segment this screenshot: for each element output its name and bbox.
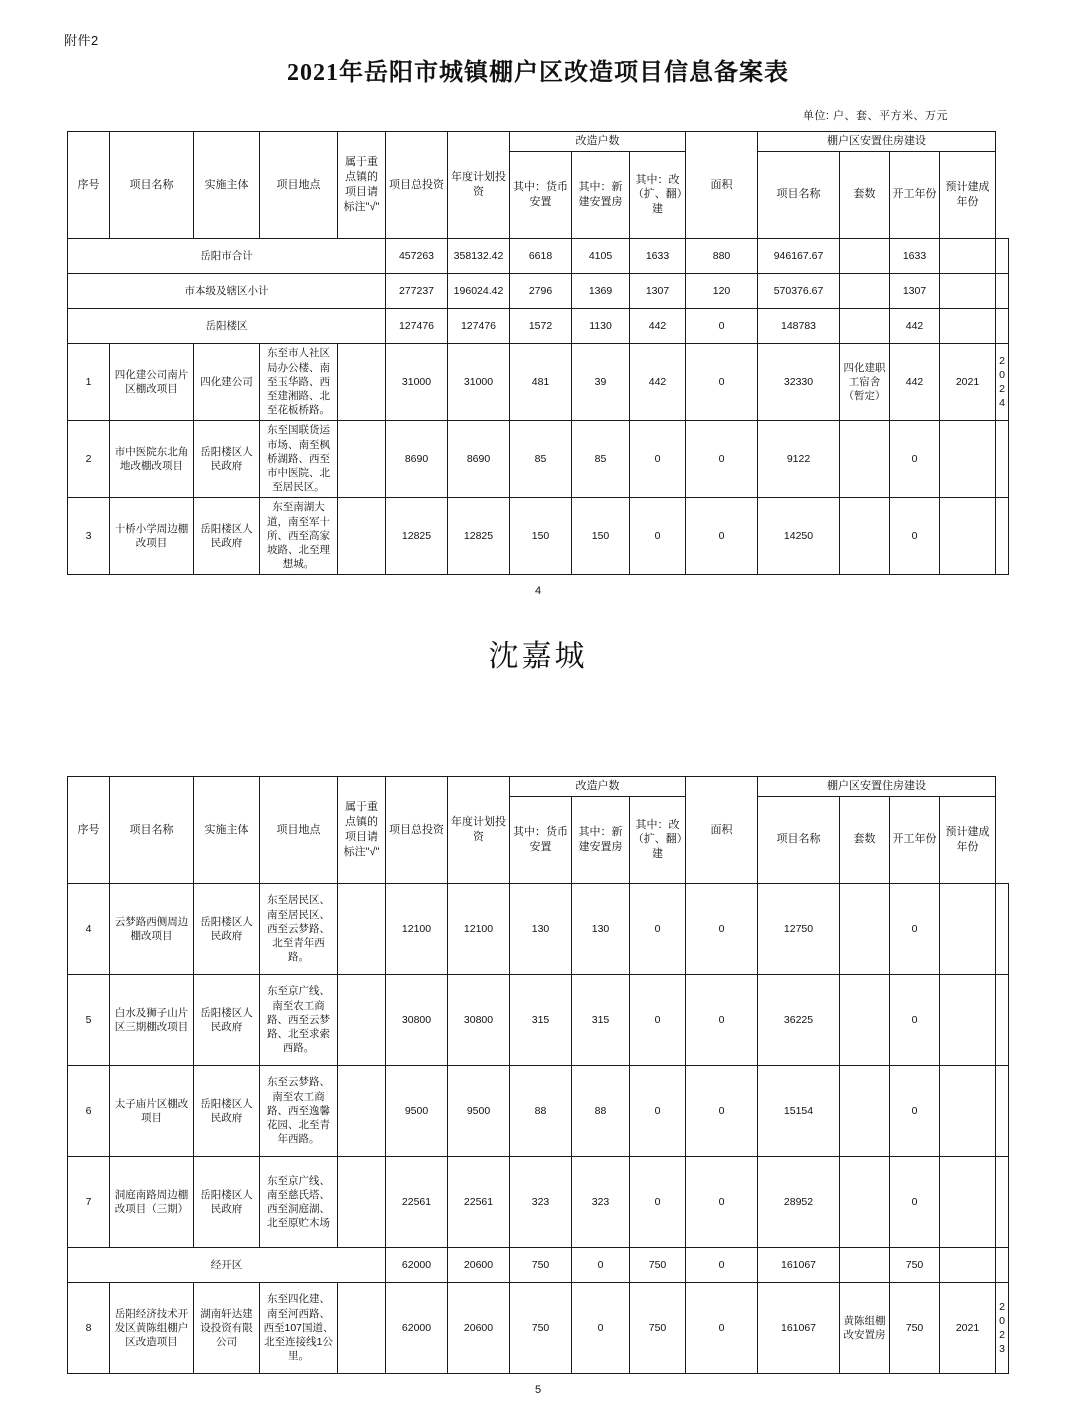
cell-location: 东至云梦路、南至农工商路、西至逸馨花园、北至青年西路。 bbox=[260, 1065, 338, 1156]
cell-area: 15154 bbox=[758, 1065, 840, 1156]
th-project-name: 项目名称 bbox=[110, 132, 194, 239]
cell-area: 36225 bbox=[758, 974, 840, 1065]
renovation-table-page2 bbox=[67, 776, 1009, 1374]
cell-project-name: 云梦路西侧周边棚改项目 bbox=[110, 883, 194, 974]
th-res-units: 套数 bbox=[840, 151, 890, 238]
cell-new-resettle: 0 bbox=[630, 1065, 686, 1156]
cell-res-units: 0 bbox=[890, 497, 940, 574]
th-location: 项目地点 bbox=[260, 777, 338, 884]
cell-res-units: 0 bbox=[890, 974, 940, 1065]
cell-renovate: 150 bbox=[510, 497, 572, 574]
cell-expand-rebuild: 0 bbox=[686, 1282, 758, 1373]
th-res-project-name: 项目名称 bbox=[758, 151, 840, 238]
cell-expected-year bbox=[996, 1065, 1009, 1156]
cell-start-year bbox=[940, 308, 996, 343]
cell-location: 东至京广线、南至慈氏塔、西至洞庭湖、北至原贮木场 bbox=[260, 1156, 338, 1247]
cell-total-investment: 9500 bbox=[386, 1065, 448, 1156]
cell-expand-rebuild: 0 bbox=[686, 497, 758, 574]
cell-implementer: 岳阳楼区人民政府 bbox=[194, 1065, 260, 1156]
th-start-year: 开工年份 bbox=[890, 796, 940, 883]
cell-renovate: 1572 bbox=[510, 308, 572, 343]
cell-monetary: 85 bbox=[572, 420, 630, 497]
cell-monetary: 1369 bbox=[572, 273, 630, 308]
table-row bbox=[68, 343, 1009, 420]
cell-location: 东至京广线、南至农工商路、西至云梦路、北至求索西路。 bbox=[260, 974, 338, 1065]
cell-area: 946167.67 bbox=[758, 238, 840, 273]
cell-key-town bbox=[338, 420, 386, 497]
cell-res-project-name bbox=[840, 273, 890, 308]
cell-location: 东至国联货运市场、南至枫桥湖路、西至市中医院、北至居民区。 bbox=[260, 420, 338, 497]
cell-new-resettle: 750 bbox=[630, 1247, 686, 1282]
cell-implementer: 岳阳楼区人民政府 bbox=[194, 883, 260, 974]
cell-monetary: 0 bbox=[572, 1282, 630, 1373]
page-number: 5 bbox=[534, 1383, 542, 1396]
cell-total-investment: 12825 bbox=[386, 497, 448, 574]
th-resettlement-group: 棚户区安置住房建设 bbox=[758, 132, 996, 152]
cell-expand-rebuild: 0 bbox=[686, 1065, 758, 1156]
th-total-investment: 项目总投资 bbox=[386, 777, 448, 884]
cell-seq: 2 bbox=[68, 420, 110, 497]
cell-monetary: 323 bbox=[572, 1156, 630, 1247]
cell-implementer: 湖南轩达建设投资有限公司 bbox=[194, 1282, 260, 1373]
cell-res-units: 0 bbox=[890, 1065, 940, 1156]
cell-area: 148783 bbox=[758, 308, 840, 343]
cell-res-units: 1633 bbox=[890, 238, 940, 273]
cell-expected-year bbox=[996, 1247, 1009, 1282]
cell-seq: 5 bbox=[68, 974, 110, 1065]
cell-area: 32330 bbox=[758, 343, 840, 420]
table-row bbox=[68, 273, 1009, 308]
cell-start-year bbox=[940, 497, 996, 574]
th-key-town: 属于重点镇的项目请标注"√" bbox=[338, 777, 386, 884]
cell-expand-rebuild: 120 bbox=[686, 273, 758, 308]
cell-expand-rebuild: 0 bbox=[686, 308, 758, 343]
cell-new-resettle: 750 bbox=[630, 1282, 686, 1373]
cell-project-name: 白水及狮子山片区三期棚改项目 bbox=[110, 974, 194, 1065]
summary-label: 市本级及辖区小计 bbox=[68, 273, 386, 308]
cell-total-investment: 31000 bbox=[386, 343, 448, 420]
cell-annual-plan: 20600 bbox=[448, 1247, 510, 1282]
cell-annual-plan: 30800 bbox=[448, 974, 510, 1065]
cell-renovate: 315 bbox=[510, 974, 572, 1065]
cell-seq: 6 bbox=[68, 1065, 110, 1156]
cell-res-project-name bbox=[840, 420, 890, 497]
cell-res-project-name: 四化建职工宿舍（暂定） bbox=[840, 343, 890, 420]
table-row bbox=[68, 420, 1009, 497]
cell-annual-plan: 9500 bbox=[448, 1065, 510, 1156]
cell-monetary: 130 bbox=[572, 883, 630, 974]
cell-seq: 8 bbox=[68, 1282, 110, 1373]
cell-monetary: 315 bbox=[572, 974, 630, 1065]
cell-monetary: 150 bbox=[572, 497, 630, 574]
cell-new-resettle: 442 bbox=[630, 308, 686, 343]
cell-expand-rebuild: 880 bbox=[686, 238, 758, 273]
cell-start-year bbox=[940, 1247, 996, 1282]
cell-key-town bbox=[338, 1282, 386, 1373]
th-total-investment: 项目总投资 bbox=[386, 132, 448, 239]
cell-monetary: 88 bbox=[572, 1065, 630, 1156]
table-row bbox=[68, 1282, 1009, 1373]
page-title: 2021年岳阳市城镇棚户区改造项目信息备案表 bbox=[287, 60, 789, 86]
table-row bbox=[68, 1247, 1009, 1282]
cell-start-year bbox=[940, 1156, 996, 1247]
cell-location: 东至南湖大道，南至军十所、西至高家坡路、北至理想城。 bbox=[260, 497, 338, 574]
cell-res-project-name bbox=[840, 1156, 890, 1247]
cell-total-investment: 8690 bbox=[386, 420, 448, 497]
cell-expected-year: 2023 bbox=[996, 1282, 1009, 1373]
cell-area: 9122 bbox=[758, 420, 840, 497]
cell-res-units: 442 bbox=[890, 343, 940, 420]
cell-project-name: 太子庙片区棚改项目 bbox=[110, 1065, 194, 1156]
cell-expected-year bbox=[996, 420, 1009, 497]
cell-expected-year bbox=[996, 308, 1009, 343]
cell-annual-plan: 8690 bbox=[448, 420, 510, 497]
cell-key-town bbox=[338, 1065, 386, 1156]
table-row bbox=[68, 238, 1009, 273]
th-monetary: 其中：货币安置 bbox=[510, 796, 572, 883]
th-key-town: 属于重点镇的项目请标注"√" bbox=[338, 132, 386, 239]
cell-seq: 1 bbox=[68, 343, 110, 420]
cell-expand-rebuild: 0 bbox=[686, 1156, 758, 1247]
th-location: 项目地点 bbox=[260, 132, 338, 239]
cell-project-name: 十桥小学周边棚改项目 bbox=[110, 497, 194, 574]
th-seq: 序号 bbox=[68, 132, 110, 239]
th-expand-rebuild: 其中：改（扩、翻）建 bbox=[630, 796, 686, 883]
cell-total-investment: 22561 bbox=[386, 1156, 448, 1247]
table-row bbox=[68, 308, 1009, 343]
cell-expected-year bbox=[996, 238, 1009, 273]
document-page-2 bbox=[0, 706, 1076, 1412]
cell-location: 东至市人社区局办公楼、南至玉华路、西至建湘路、北至花板桥路。 bbox=[260, 343, 338, 420]
attachment-label: 附件2 bbox=[64, 33, 99, 48]
cell-new-resettle: 442 bbox=[630, 343, 686, 420]
cell-new-resettle: 1307 bbox=[630, 273, 686, 308]
cell-expected-year bbox=[996, 497, 1009, 574]
cell-expand-rebuild: 0 bbox=[686, 420, 758, 497]
cell-total-investment: 12100 bbox=[386, 883, 448, 974]
cell-project-name: 四化建公司南片区棚改项目 bbox=[110, 343, 194, 420]
th-renovate-group: 改造户数 bbox=[510, 777, 686, 797]
cell-res-units: 1307 bbox=[890, 273, 940, 308]
th-annual-plan: 年度计划投资 bbox=[448, 132, 510, 239]
cell-res-units: 0 bbox=[890, 420, 940, 497]
handwritten-annotation: 沈嘉城 bbox=[488, 638, 588, 674]
page-number: 4 bbox=[534, 584, 542, 597]
table-row bbox=[68, 1065, 1009, 1156]
cell-annual-plan: 12825 bbox=[448, 497, 510, 574]
cell-res-project-name bbox=[840, 238, 890, 273]
cell-start-year bbox=[940, 238, 996, 273]
cell-renovate: 6618 bbox=[510, 238, 572, 273]
th-implementer: 实施主体 bbox=[194, 777, 260, 884]
cell-seq: 3 bbox=[68, 497, 110, 574]
cell-project-name: 洞庭南路周边棚改项目（三期） bbox=[110, 1156, 194, 1247]
cell-expected-year bbox=[996, 883, 1009, 974]
cell-total-investment: 277237 bbox=[386, 273, 448, 308]
cell-key-town bbox=[338, 883, 386, 974]
cell-start-year bbox=[940, 420, 996, 497]
th-new-resettle: 其中：新建安置房 bbox=[572, 796, 630, 883]
cell-start-year bbox=[940, 273, 996, 308]
cell-location: 东至居民区、南至居民区、西至云梦路、北至青年西路。 bbox=[260, 883, 338, 974]
cell-total-investment: 30800 bbox=[386, 974, 448, 1065]
cell-key-town bbox=[338, 343, 386, 420]
cell-total-investment: 457263 bbox=[386, 238, 448, 273]
cell-seq: 4 bbox=[68, 883, 110, 974]
cell-area: 161067 bbox=[758, 1282, 840, 1373]
table-header-row bbox=[68, 132, 1009, 152]
cell-new-resettle: 0 bbox=[630, 1156, 686, 1247]
cell-total-investment: 62000 bbox=[386, 1247, 448, 1282]
cell-annual-plan: 12100 bbox=[448, 883, 510, 974]
th-new-resettle: 其中：新建安置房 bbox=[572, 151, 630, 238]
cell-implementer: 岳阳楼区人民政府 bbox=[194, 420, 260, 497]
cell-res-project-name bbox=[840, 883, 890, 974]
table-row bbox=[68, 497, 1009, 574]
unit-note: 单位: 户、套、平方米、万元 bbox=[802, 110, 948, 122]
th-annual-plan: 年度计划投资 bbox=[448, 777, 510, 884]
cell-annual-plan: 127476 bbox=[448, 308, 510, 343]
cell-expand-rebuild: 0 bbox=[686, 883, 758, 974]
table-row bbox=[68, 974, 1009, 1065]
th-start-year: 开工年份 bbox=[890, 151, 940, 238]
cell-res-project-name: 黄陈组棚改安置房 bbox=[840, 1282, 890, 1373]
cell-monetary: 4105 bbox=[572, 238, 630, 273]
cell-total-investment: 127476 bbox=[386, 308, 448, 343]
th-expected-year: 预计建成年份 bbox=[940, 796, 996, 883]
summary-label: 经开区 bbox=[68, 1247, 386, 1282]
cell-start-year: 2021 bbox=[940, 343, 996, 420]
cell-key-town bbox=[338, 1156, 386, 1247]
cell-res-units: 750 bbox=[890, 1282, 940, 1373]
cell-start-year bbox=[940, 974, 996, 1065]
cell-renovate: 130 bbox=[510, 883, 572, 974]
cell-expected-year: 2024 bbox=[996, 343, 1009, 420]
th-resettlement-group: 棚户区安置住房建设 bbox=[758, 777, 996, 797]
cell-new-resettle: 0 bbox=[630, 974, 686, 1065]
cell-project-name: 市中医院东北角地改棚改项目 bbox=[110, 420, 194, 497]
cell-renovate: 750 bbox=[510, 1247, 572, 1282]
cell-area: 12750 bbox=[758, 883, 840, 974]
cell-annual-plan: 31000 bbox=[448, 343, 510, 420]
th-area: 面积 bbox=[686, 132, 758, 239]
cell-start-year bbox=[940, 883, 996, 974]
th-seq: 序号 bbox=[68, 777, 110, 884]
cell-area: 14250 bbox=[758, 497, 840, 574]
cell-res-project-name bbox=[840, 308, 890, 343]
cell-total-investment: 62000 bbox=[386, 1282, 448, 1373]
cell-new-resettle: 0 bbox=[630, 883, 686, 974]
th-res-units: 套数 bbox=[840, 796, 890, 883]
th-res-project-name: 项目名称 bbox=[758, 796, 840, 883]
th-monetary: 其中：货币安置 bbox=[510, 151, 572, 238]
table-header-row bbox=[68, 777, 1009, 797]
cell-res-units: 0 bbox=[890, 883, 940, 974]
summary-label: 岳阳市合计 bbox=[68, 238, 386, 273]
cell-new-resettle: 1633 bbox=[630, 238, 686, 273]
cell-res-units: 442 bbox=[890, 308, 940, 343]
cell-annual-plan: 20600 bbox=[448, 1282, 510, 1373]
cell-renovate: 750 bbox=[510, 1282, 572, 1373]
cell-seq: 7 bbox=[68, 1156, 110, 1247]
th-renovate-group: 改造户数 bbox=[510, 132, 686, 152]
cell-new-resettle: 0 bbox=[630, 420, 686, 497]
cell-annual-plan: 358132.42 bbox=[448, 238, 510, 273]
cell-monetary: 39 bbox=[572, 343, 630, 420]
cell-res-project-name bbox=[840, 1065, 890, 1156]
cell-renovate: 85 bbox=[510, 420, 572, 497]
summary-label: 岳阳楼区 bbox=[68, 308, 386, 343]
th-project-name: 项目名称 bbox=[110, 777, 194, 884]
cell-renovate: 481 bbox=[510, 343, 572, 420]
cell-implementer: 岳阳楼区人民政府 bbox=[194, 1156, 260, 1247]
cell-renovate: 88 bbox=[510, 1065, 572, 1156]
cell-expand-rebuild: 0 bbox=[686, 974, 758, 1065]
cell-res-project-name bbox=[840, 974, 890, 1065]
cell-renovate: 323 bbox=[510, 1156, 572, 1247]
cell-monetary: 0 bbox=[572, 1247, 630, 1282]
th-area: 面积 bbox=[686, 777, 758, 884]
cell-res-units: 0 bbox=[890, 1156, 940, 1247]
cell-area: 161067 bbox=[758, 1247, 840, 1282]
table-row bbox=[68, 1156, 1009, 1247]
cell-expected-year bbox=[996, 974, 1009, 1065]
cell-expected-year bbox=[996, 273, 1009, 308]
renovation-table-page1 bbox=[67, 131, 1009, 575]
cell-monetary: 1130 bbox=[572, 308, 630, 343]
cell-res-units: 750 bbox=[890, 1247, 940, 1282]
cell-new-resettle: 0 bbox=[630, 497, 686, 574]
cell-implementer: 岳阳楼区人民政府 bbox=[194, 974, 260, 1065]
th-expected-year: 预计建成年份 bbox=[940, 151, 996, 238]
cell-implementer: 四化建公司 bbox=[194, 343, 260, 420]
table-row bbox=[68, 883, 1009, 974]
cell-location: 东至四化建、南至河西路、西至107国道、北至连接线1公里。 bbox=[260, 1282, 338, 1373]
cell-implementer: 岳阳楼区人民政府 bbox=[194, 497, 260, 574]
cell-res-project-name bbox=[840, 497, 890, 574]
cell-start-year bbox=[940, 1065, 996, 1156]
th-implementer: 实施主体 bbox=[194, 132, 260, 239]
cell-expand-rebuild: 0 bbox=[686, 343, 758, 420]
cell-expand-rebuild: 0 bbox=[686, 1247, 758, 1282]
cell-project-name: 岳阳经济技术开发区黄陈组棚户区改造项目 bbox=[110, 1282, 194, 1373]
cell-key-town bbox=[338, 497, 386, 574]
th-expand-rebuild: 其中：改（扩、翻）建 bbox=[630, 151, 686, 238]
cell-annual-plan: 196024.42 bbox=[448, 273, 510, 308]
cell-res-project-name bbox=[840, 1247, 890, 1282]
cell-annual-plan: 22561 bbox=[448, 1156, 510, 1247]
cell-key-town bbox=[338, 974, 386, 1065]
cell-area: 570376.67 bbox=[758, 273, 840, 308]
cell-renovate: 2796 bbox=[510, 273, 572, 308]
cell-area: 28952 bbox=[758, 1156, 840, 1247]
cell-expected-year bbox=[996, 1156, 1009, 1247]
cell-start-year: 2021 bbox=[940, 1282, 996, 1373]
